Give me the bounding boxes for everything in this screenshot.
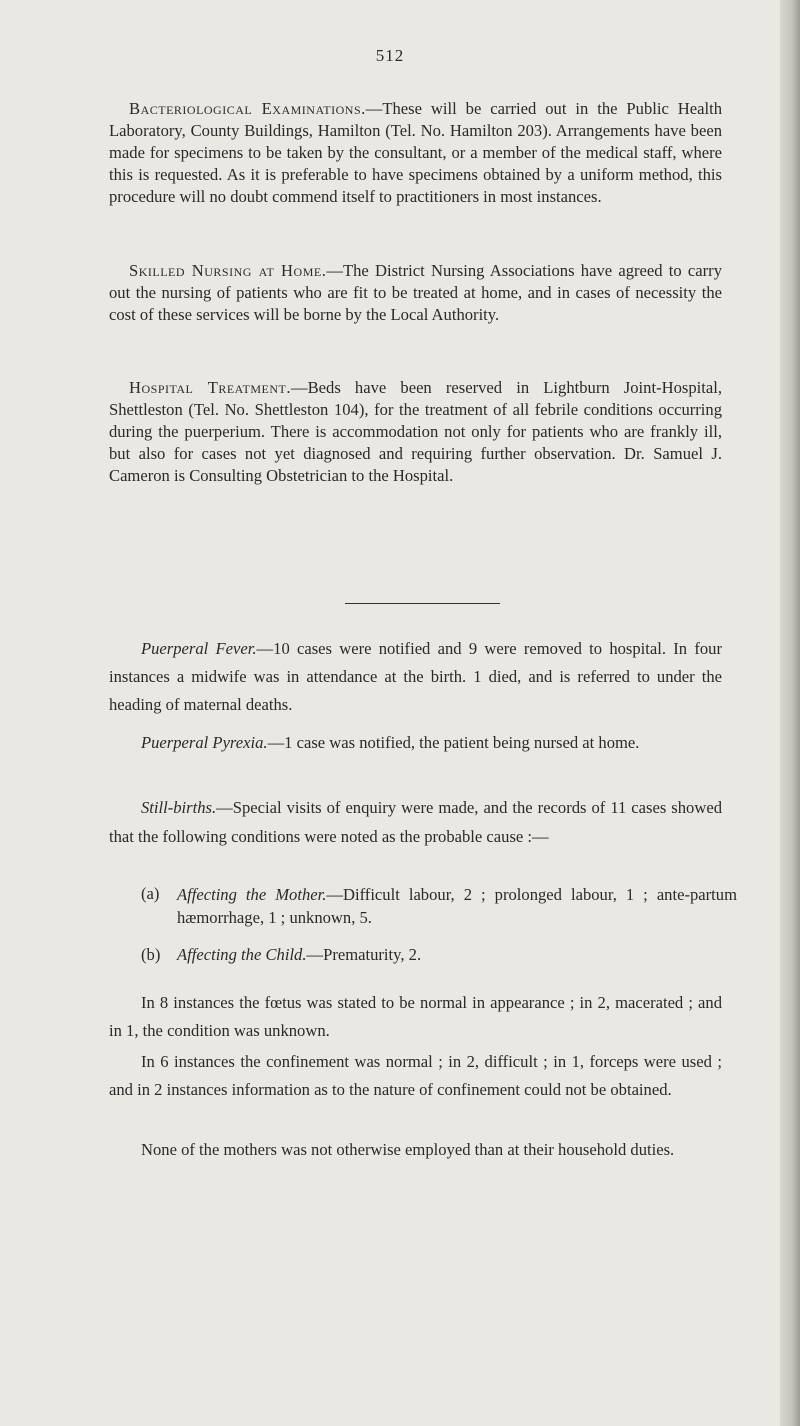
body-skilled-nursing: —The District Nursing Associations have agreed to carry out the nursing of patients who are fit to be treated at home, and in cases of necessity the cost of these services will be borne by the Local Authority. bbox=[109, 261, 722, 324]
body-still-births: —Special visits of enquiry were made, and the records of 11 cases showed that the following conditions were noted as the probable cause :— bbox=[109, 798, 722, 846]
paragraph-skilled-nursing bbox=[109, 260, 722, 326]
section-divider bbox=[345, 603, 500, 604]
heading-hospital-treatment: Hospital Treatment. bbox=[129, 378, 291, 397]
item-b-body: —Prematurity, 2. bbox=[306, 945, 422, 964]
paragraph-hospital-treatment bbox=[109, 377, 722, 487]
page-number: 512 bbox=[375, 46, 405, 65]
item-a-heading: Affecting the Mother. bbox=[177, 885, 327, 904]
item-b-marker: (b) bbox=[141, 945, 161, 964]
item-a-body: —Difficult labour, 2 ; prolonged labour, 1 ; ante-partum hæmorrhage, 1 ; unknown, 5. bbox=[177, 885, 737, 927]
paragraph-foetus: In 8 instances the fœtus was stated to be normal in appearance ; in 2, macerated ; and in 1, the condition was unknown. bbox=[109, 993, 722, 1040]
body-puerperal-fever: —10 cases were notified and 9 were removed to hospital. In four instances a midwife was in attendance at the birth. 1 died, and is referred to under the heading of maternal deaths. bbox=[109, 639, 722, 714]
body-puerperal-pyrexia: —1 case was notified, the patient being nursed at home. bbox=[267, 733, 640, 752]
body-hospital-treatment: —Beds have been reserved in Lightburn Joint-Hospital, Shettleston (Tel. No. Shettleston 104), for the treatment of all febrile conditions occurring during the puerperium. There is accommodation not only for patients who are frankly ill, but also for cases not yet diagnosed and requiring further observation. Dr. Samuel J. Cameron is Consulting Obstetrician to the Hospital. bbox=[109, 378, 722, 485]
item-a-marker: (a) bbox=[141, 884, 160, 903]
heading-puerperal-pyrexia: Puerperal Pyrexia. bbox=[141, 733, 268, 752]
heading-still-births: Still-births. bbox=[141, 798, 217, 817]
page-edge-shadow bbox=[780, 0, 800, 1426]
paragraph-confinement: In 6 instances the confinement was normal ; in 2, difficult ; in 1, forceps were used ; and in 2 instances information as to the nature of confinement could not be obtained. bbox=[109, 1052, 722, 1099]
item-b-heading: Affecting the Child. bbox=[177, 945, 307, 964]
heading-skilled-nursing: Skilled Nursing at Home. bbox=[129, 261, 327, 280]
heading-bacteriological: Bacteriological Examinations. bbox=[129, 99, 366, 118]
item-a-text bbox=[177, 883, 737, 929]
paragraph-puerperal-pyrexia bbox=[109, 729, 722, 757]
heading-puerperal-fever: Puerperal Fever. bbox=[141, 639, 257, 658]
item-b-text bbox=[177, 944, 737, 966]
paragraph-mothers: None of the mothers was not otherwise employed than at their household duties. bbox=[141, 1140, 675, 1159]
body-bacteriological: —These will be carried out in the Public Health Laboratory, County Buildings, Hamilton (Tel. No. Hamilton 203). Arrangements have been made for specimens to be taken by the consultant, or a member of the medical staff, where this is requested. As it is preferable to have specimens obtained by a uniform method, this procedure will no doubt commend itself to practitioners in most instances. bbox=[109, 99, 722, 206]
paragraph-still-births bbox=[109, 793, 722, 851]
paragraph-bacteriological bbox=[109, 98, 722, 208]
paragraph-puerperal-fever bbox=[109, 635, 722, 719]
